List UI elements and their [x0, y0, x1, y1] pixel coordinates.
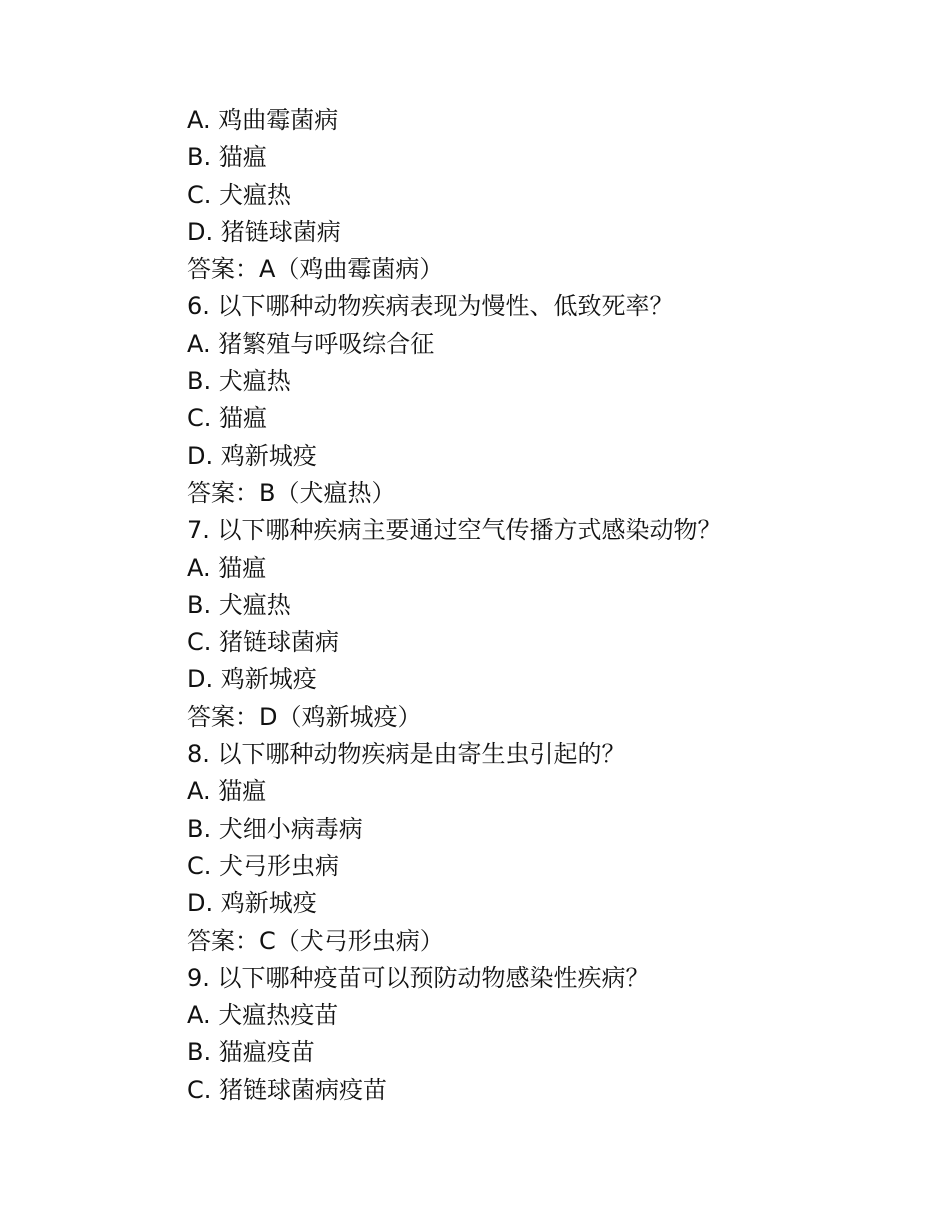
answer-line: 答案：A（鸡曲霉菌病） [187, 255, 444, 284]
answer-line: 答案：B（犬瘟热） [187, 478, 396, 507]
option-line: A. 猫瘟 [187, 777, 267, 806]
option-line: C. 猫瘟 [187, 404, 268, 433]
option-line: D. 鸡新城疫 [187, 441, 317, 470]
question-line: 6. 以下哪种动物疾病表现为慢性、低致死率？ [187, 292, 674, 321]
option-line: D. 鸡新城疫 [187, 665, 317, 694]
quiz-content [187, 102, 887, 1109]
option-line: B. 犬瘟热 [187, 367, 291, 396]
question-line: 7. 以下哪种疾病主要通过空气传播方式感染动物？ [187, 516, 722, 545]
option-line: B. 犬瘟热 [187, 590, 291, 619]
option-line: B. 犬细小病毒病 [187, 814, 363, 843]
option-line: C. 猪链球菌病疫苗 [187, 1075, 388, 1104]
option-line: A. 鸡曲霉菌病 [187, 106, 339, 134]
option-line: A. 犬瘟热疫苗 [187, 1001, 339, 1030]
option-line: C. 犬弓形虫病 [187, 851, 340, 880]
option-line: B. 猫瘟 [187, 143, 267, 172]
answer-line: 答案：D（鸡新城疫） [187, 702, 422, 731]
option-line: C. 犬瘟热 [187, 180, 292, 209]
answer-line: 答案：C（犬弓形虫病） [187, 926, 444, 955]
option-line: D. 鸡新城疫 [187, 889, 317, 918]
question-line: 8. 以下哪种动物疾病是由寄生虫引起的？ [187, 740, 626, 769]
option-line: B. 猫瘟疫苗 [187, 1038, 315, 1067]
option-line: A. 猫瘟 [187, 553, 267, 582]
option-line: A. 猪繁殖与呼吸综合征 [187, 329, 435, 358]
question-line: 9. 以下哪种疫苗可以预防动物感染性疾病？ [187, 963, 650, 992]
option-line: C. 猪链球菌病 [187, 628, 340, 657]
option-line: D. 猪链球菌病 [187, 217, 341, 246]
